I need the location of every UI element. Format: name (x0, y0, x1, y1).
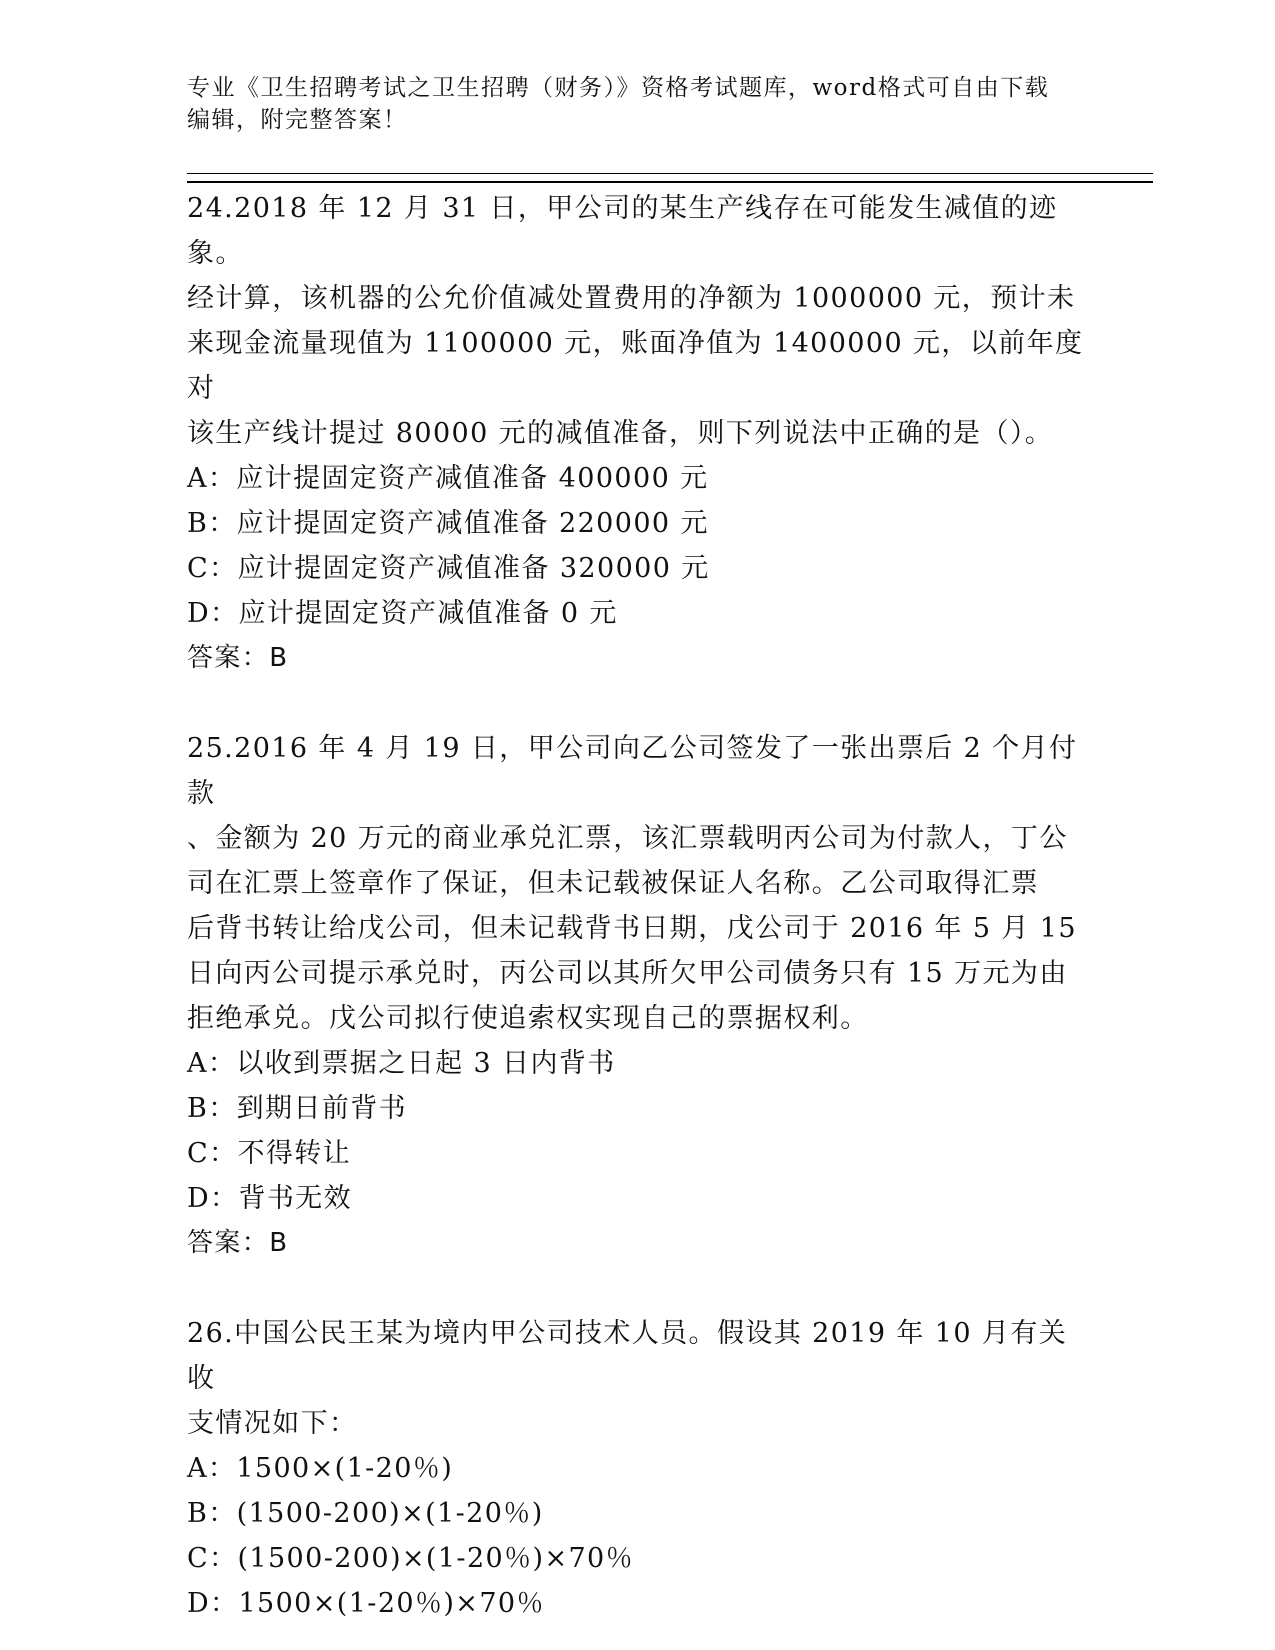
stem-line: 司在汇票上签章作了保证，但未记载被保证人名称。乙公司取得汇票 (187, 868, 1039, 899)
question-list (187, 186, 1087, 1626)
stem-line: 拒绝承兑。戊公司拟行使追索权实现自己的票据权利。 (187, 1003, 869, 1034)
question-stem (187, 1311, 1087, 1446)
document-header (187, 72, 1067, 136)
header-line-2: 编辑，附完整答案！ (187, 107, 408, 133)
option-c: C：不得转让 (187, 1138, 352, 1169)
option-a: A：以收到票据之日起 3 日内背书 (187, 1048, 616, 1079)
stem-line: 来现金流量现值为 1100000 元，账面净值为 1400000 元，以前年度对 (187, 328, 1084, 404)
option-c: C：应计提固定资产减值准备 320000 元 (187, 553, 710, 584)
question-stem (187, 726, 1087, 1041)
header-line-1: 专业《卫生招聘考试之卫生招聘（财务）》资格考试题库，word格式可自由下载 (187, 75, 1050, 101)
answer-line: 答案：B (187, 1228, 289, 1258)
stem-line: 支情况如下： (187, 1408, 358, 1439)
stem-line: 、金额为 20 万元的商业承兑汇票，该汇票载明丙公司为付款人，丁公 (187, 823, 1068, 854)
option-c: C：(1500-200)×(1-20％)×70％ (187, 1543, 635, 1574)
stem-line: 26.中国公民王某为境内甲公司技术人员。假设其 2019 年 10 月有关收 (187, 1318, 1068, 1394)
option-a: A：应计提固定资产减值准备 400000 元 (187, 463, 709, 494)
option-b: B：(1500-200)×(1-20％) (187, 1498, 544, 1529)
answer-line: 答案：B (187, 643, 289, 673)
option-a: A：1500×(1-20％) (187, 1453, 454, 1484)
option-d: D：背书无效 (187, 1183, 353, 1214)
question-26 (187, 1311, 1087, 1626)
stem-line: 经计算，该机器的公允价值减处置费用的净额为 1000000 元，预计未 (187, 283, 1076, 314)
question-spacer (187, 1266, 1087, 1311)
stem-line: 后背书转让给戊公司，但未记载背书日期，戊公司于 2016 年 5 月 15 (187, 913, 1077, 944)
question-24 (187, 186, 1087, 681)
stem-line: 24.2018 年 12 月 31 日，甲公司的某生产线存在可能发生减值的迹象。 (187, 193, 1058, 269)
stem-line: 该生产线计提过 80000 元的减值准备，则下列说法中正确的是（）。 (187, 418, 1054, 449)
option-b: B：到期日前背书 (187, 1093, 408, 1124)
question-stem (187, 186, 1087, 456)
stem-line: 日向丙公司提示承兑时，丙公司以其所欠甲公司债务只有 15 万元为由 (187, 958, 1068, 989)
stem-line: 25.2016 年 4 月 19 日，甲公司向乙公司签发了一张出票后 2 个月付款 (187, 733, 1078, 809)
question-25 (187, 726, 1087, 1266)
question-spacer (187, 681, 1087, 726)
header-divider-thick (187, 181, 1153, 183)
header-divider-thin (187, 173, 1153, 174)
option-b: B：应计提固定资产减值准备 220000 元 (187, 508, 709, 539)
option-d: D：1500×(1-20％)×70％ (187, 1588, 545, 1619)
option-d: D：应计提固定资产减值准备 0 元 (187, 598, 618, 629)
